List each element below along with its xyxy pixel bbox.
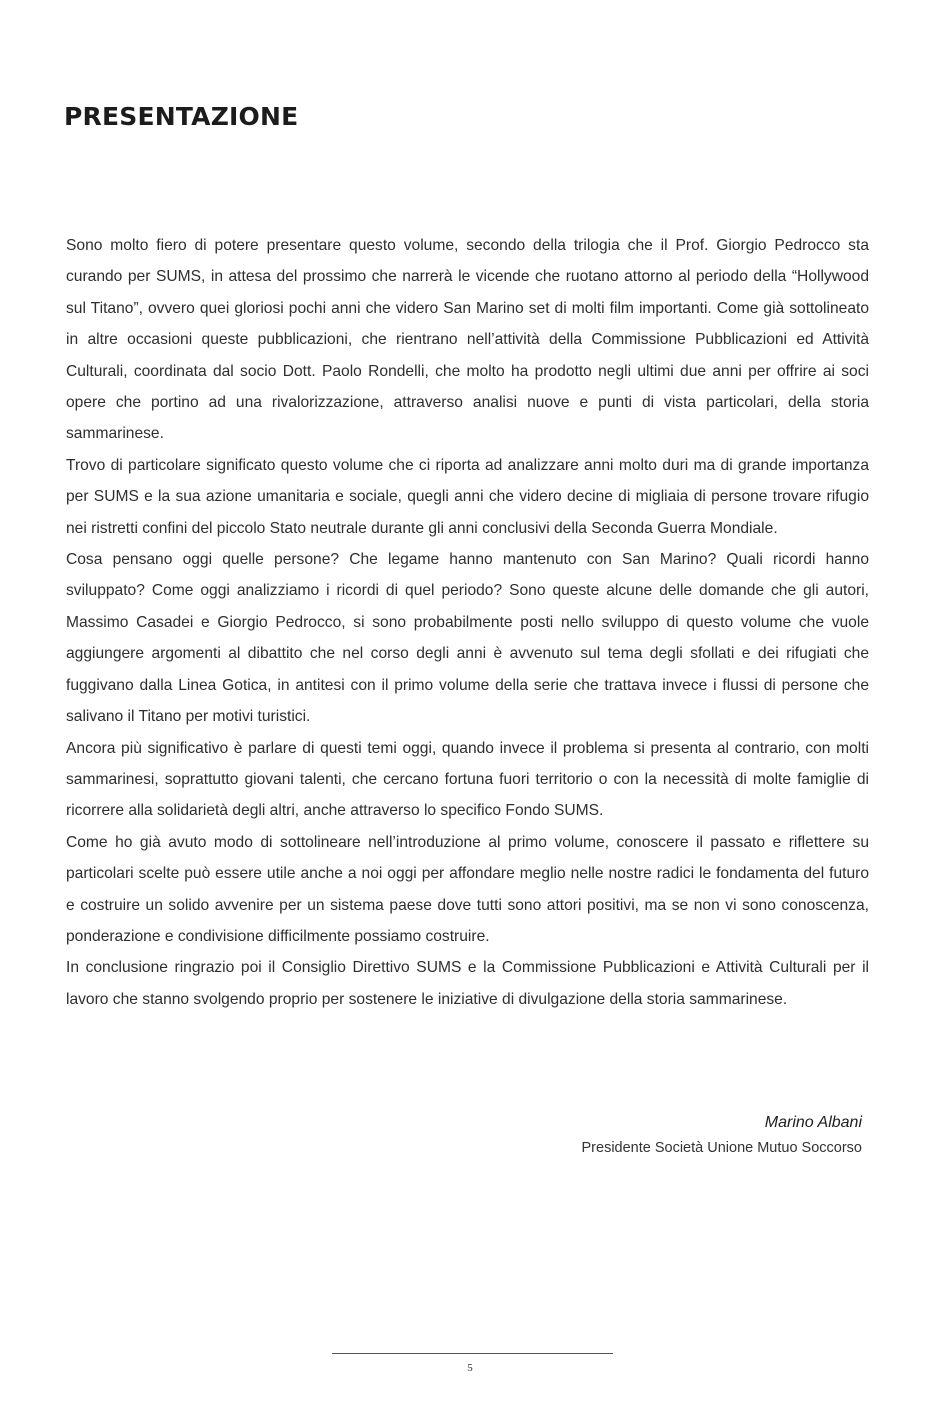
footer-divider — [332, 1353, 613, 1354]
signature-role: Presidente Società Unione Mutuo Soccorso — [581, 1140, 862, 1156]
signature-name: Marino Albani — [764, 1114, 862, 1131]
paragraph-3: Cosa pensano oggi quelle persone? Che legame hanno mantenuto con San Marino? Quali ricordi hanno sviluppato? Come oggi analizziamo i ricordi di quel periodo? Sono queste alcune delle domande che gli autori, Massimo Casadei e Giorgio Pedrocco, si sono probabilmente posti nello sviluppo di questo volume che vuole aggiungere argomenti al dibattito che nel corso degli anni è avvenuto sul tema degli sfollati e dei rifugiati che fuggivano dalla Linea Gotica, in antitesi con il primo volume della serie che trattava invece i flussi di persone che salivano il Titano per motivi turistici. — [66, 551, 869, 726]
page-title: PRESENTAZIONE — [64, 102, 299, 131]
paragraph-5: Come ho già avuto modo di sottolineare nell’introduzione al primo volume, conoscere il passato e riflettere su particolari scelte può essere utile anche a noi oggi per affondare meglio nelle nostre radici le fondamenta del futuro e costruire un solido avvenire per un sistema paese dove tutti sono attori positivi, ma se non vi sono conoscenza, ponderazione e condivisione difficilmente possiamo costruire. — [66, 833, 869, 945]
page-number: 5 — [467, 1362, 473, 1374]
paragraph-6: In conclusione ringrazio poi il Consiglio Direttivo SUMS e la Commissione Pubblicazioni e Attività Culturali per il lavoro che stanno svolgendo proprio per sostenere le iniziative di divulgazione della storia sammarinese. — [66, 959, 869, 1008]
body-text — [66, 230, 869, 1015]
signature-block — [582, 1111, 863, 1159]
paragraph-2: Trovo di particolare significato questo volume che ci riporta ad analizzare anni molto duri ma di grande importanza per SUMS e la sua azione umanitaria e sociale, quegli anni che videro decine di migliaia di persone trovare rifugio nei ristretti confini del piccolo Stato neutrale durante gli anni conclusivi della Seconda Guerra Mondiale. — [66, 456, 869, 537]
paragraph-4: Ancora più significativo è parlare di questi temi oggi, quando invece il problema si presenta al contrario, con molti sammarinesi, soprattutto giovani talenti, che cercano fortuna fuori territorio o con la necessità di molte famiglie di ricorrere alla solidarietà degli altri, anche attraverso lo specifico Fondo SUMS. — [66, 739, 869, 820]
paragraph-1: Sono molto fiero di potere presentare questo volume, secondo della trilogia che il Prof. Giorgio Pedrocco sta curando per SUMS, in attesa del prossimo che narrerà le vicende che ruotano attorno al periodo della “Hollywood sul Titano”, ovvero quei gloriosi pochi anni che videro San Marino set di molti film importanti. Come già sottolineato in altre occasioni queste pubblicazioni, che rientrano nell’attività della Commissione Pubblicazioni ed Attività Culturali, coordinata dal socio Dott. Paolo Rondelli, che molto ha prodotto negli ultimi due anni per offrire ai soci opere che portino ad una rivalorizzazione, attraverso analisi nuove e punti di vista particolari, della storia sammarinese. — [66, 237, 869, 443]
